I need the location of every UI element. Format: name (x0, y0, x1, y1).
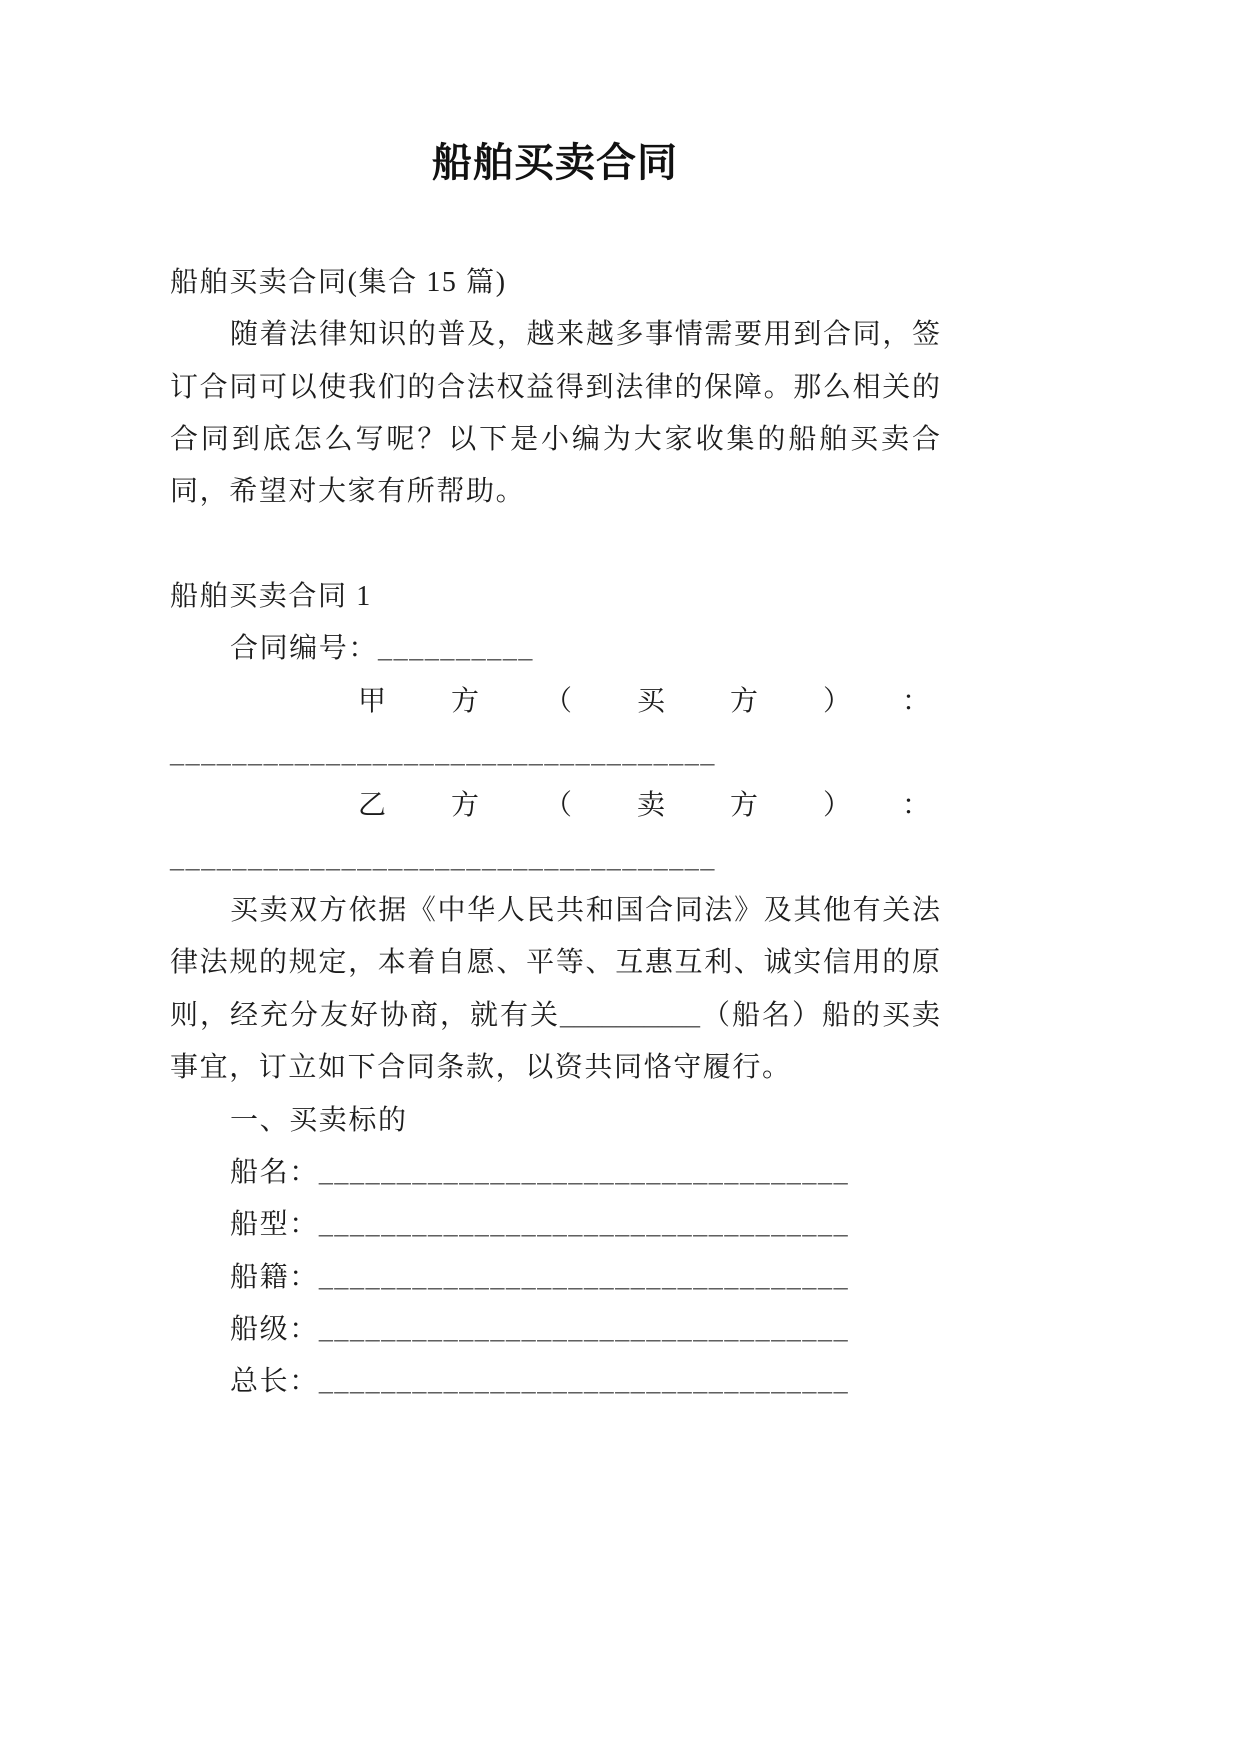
intro-line: 订合同可以使我们的合法权益得到法律的保障。那么相关的 (170, 371, 940, 403)
contract-number-row (170, 623, 940, 675)
field-label: 总长： (230, 1366, 319, 1398)
preamble-paragraph (170, 885, 940, 1094)
collection-heading: 船舶买卖合同(集合 15 篇) (170, 267, 507, 298)
contract-number-blank: __________ (378, 633, 535, 665)
party-b-label: 乙方（卖方）： (358, 790, 996, 822)
field-blank: __________________________________ (318, 1156, 850, 1188)
preamble-line: 买卖双方依据《中华人民共和国合同法》及其他有关法 (230, 895, 940, 927)
field-row-ship-registry (170, 1252, 940, 1304)
ship-name-blank: __________ (559, 999, 700, 1031)
document-title: 船舶买卖合同 (432, 140, 678, 186)
field-label: 船级： (230, 1313, 319, 1345)
field-blank: __________________________________ (318, 1366, 850, 1398)
field-row-ship-name (170, 1147, 940, 1199)
field-blank: __________________________________ (318, 1261, 850, 1293)
document-body (170, 257, 996, 1409)
party-b-blank: ___________________________________ (170, 842, 716, 874)
party-b-row (170, 833, 940, 885)
field-label: 船名： (230, 1156, 319, 1188)
contract-heading: 船舶买卖合同 1 (170, 581, 372, 613)
clause-1-title: 一、买卖标的 (230, 1104, 408, 1136)
empty-line (170, 519, 940, 571)
field-blank: __________________________________ (318, 1209, 850, 1241)
intro-paragraph (170, 309, 940, 518)
party-a-row (170, 728, 940, 780)
preamble-text-before: 则，经充分友好协商，就有关 (170, 999, 560, 1031)
intro-line: 合同到底怎么写呢？以下是小编为大家收集的船舶买卖合 (170, 424, 940, 456)
party-a-label: 甲方（买方）： (358, 685, 996, 717)
party-a-blank: ___________________________________ (170, 738, 716, 770)
contract-number-label: 合同编号： (230, 633, 379, 665)
preamble-line: 律法规的规定，本着自愿、平等、互惠互利、诚实信用的原 (170, 947, 940, 979)
preamble-text-after: （船名）船的买卖 (699, 999, 940, 1031)
field-label: 船型： (230, 1209, 319, 1241)
subject-fields (170, 1147, 940, 1409)
preamble-line: 事宜，订立如下合同条款，以资共同恪守履行。 (170, 1052, 792, 1084)
field-row-ship-class (170, 1304, 940, 1356)
intro-line: 同，希望对大家有所帮助。 (170, 476, 526, 508)
field-label: 船籍： (230, 1261, 319, 1293)
intro-line: 随着法律知识的普及，越来越多事情需要用到合同，签 (230, 319, 940, 351)
field-blank: __________________________________ (318, 1313, 850, 1345)
field-row-overall-length (170, 1356, 940, 1408)
preamble-line-with-blank (170, 990, 940, 1042)
field-row-ship-type (170, 1199, 940, 1251)
